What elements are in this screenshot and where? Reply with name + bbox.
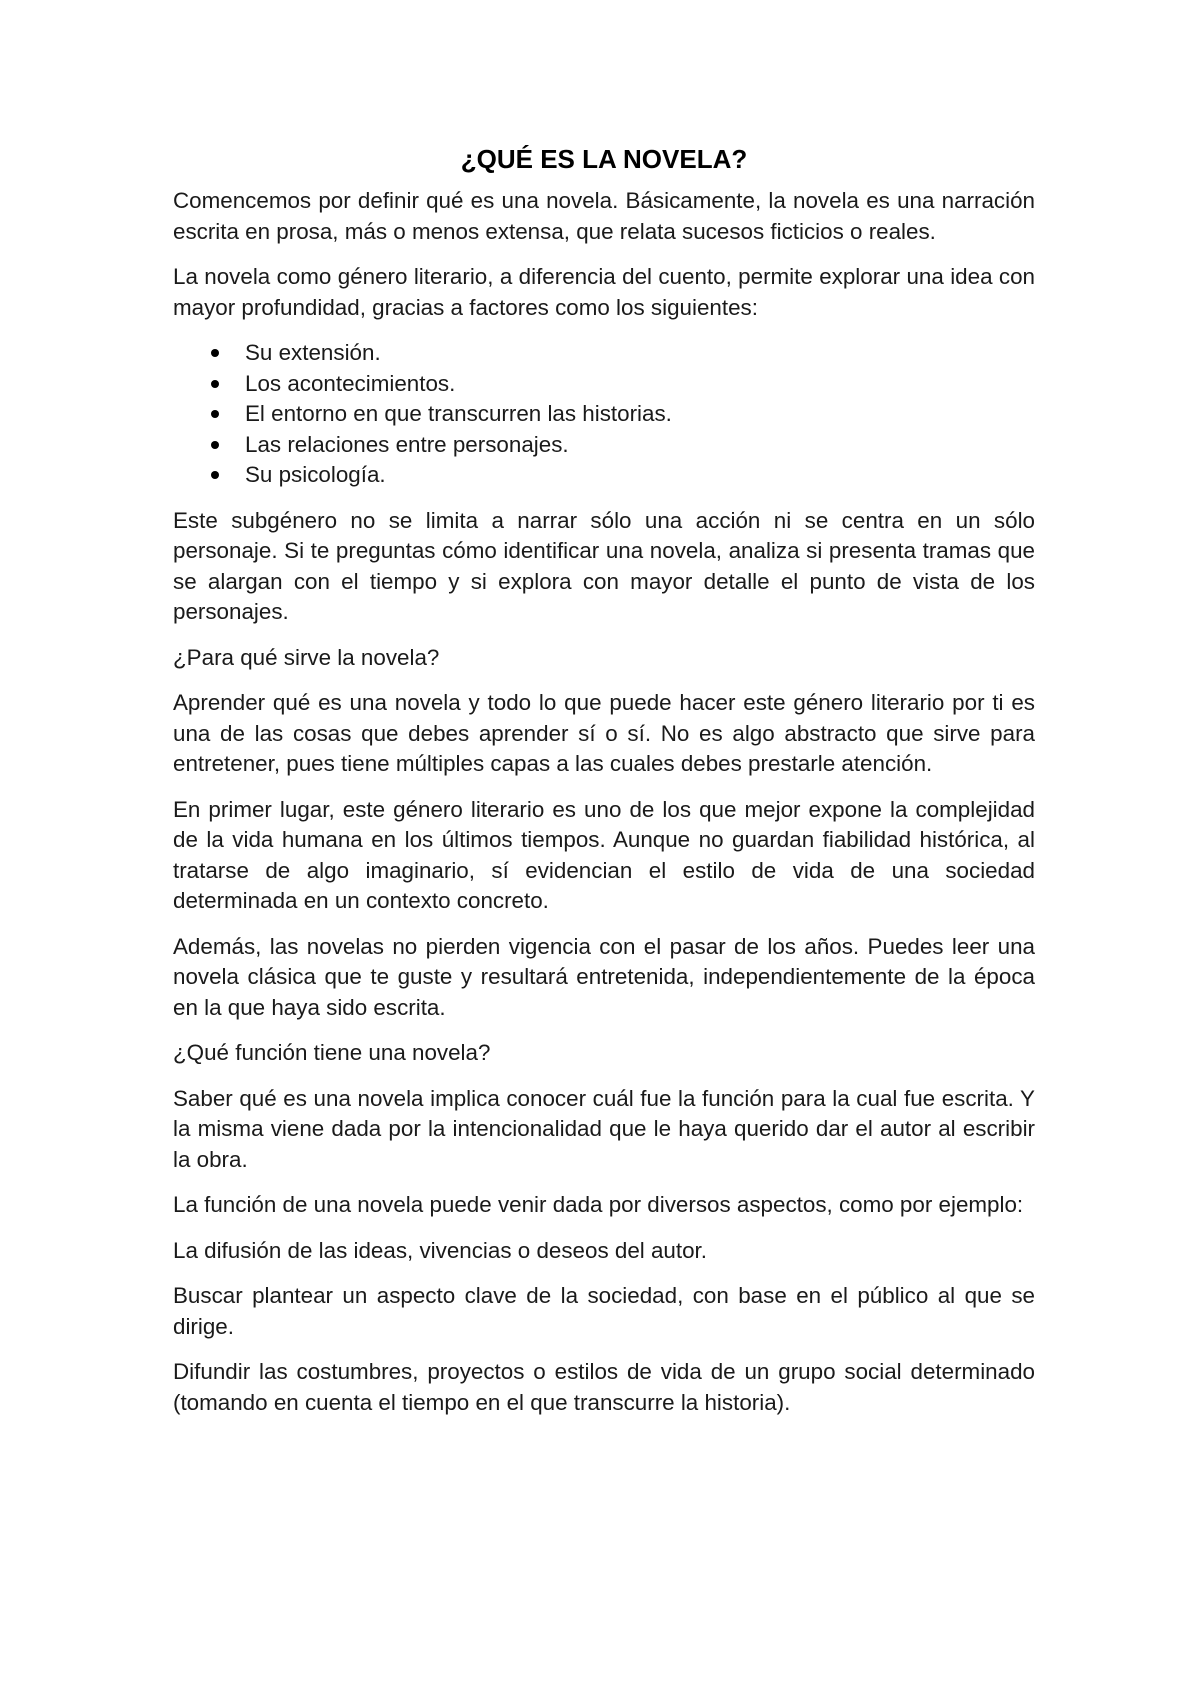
document-title: ¿QUÉ ES LA NOVELA? (460, 144, 748, 174)
heading-purpose: ¿Para qué sirve la novela? (173, 644, 440, 670)
bullet-icon (211, 441, 219, 449)
paragraph-function-1: Saber qué es una novela implica conocer cuál fue la función para la cual fue escrita. Y la misma viene dada por la intencionalidad que le haya querido dar el autor al escribir la obra. (173, 1085, 1035, 1172)
list-item (245, 338, 1035, 369)
list-item-text: El entorno en que transcurren las historias. (245, 401, 672, 426)
list-item-text: Los acontecimientos. (245, 370, 456, 396)
bullet-icon (211, 410, 219, 418)
paragraph-function-2: La función de una novela puede venir dada por diversos aspectos, como por ejemplo: (173, 1192, 1024, 1217)
paragraph-purpose-3: Además, las novelas no pierden vigencia con el pasar de los años. Puedes leer una novela clásica que te guste y resultará entretenida, independientemente de la época en la que haya sido escrita. (173, 933, 1035, 1020)
list-item-text: Su extensión. (245, 340, 381, 365)
paragraph-purpose-1: Aprender qué es una novela y todo lo que puede hacer este género literario por ti es una de las cosas que debes aprender sí o sí. No es algo abstracto que sirve para entretener, pues tiene múltiples capas a las cuales debes prestarle atención. (173, 690, 1035, 776)
paragraph-genre: La novela como género literario, a diferencia del cuento, permite explorar una idea con mayor profundidad, gracias a factores como los siguientes: (173, 264, 1035, 320)
list-item (245, 399, 1035, 430)
list-item-text: Las relaciones entre personajes. (245, 431, 569, 457)
list-item (245, 369, 1035, 400)
factors-list (173, 338, 1035, 491)
heading-function: ¿Qué función tiene una novela? (173, 1040, 491, 1065)
paragraph-function-5: Difundir las costumbres, proyectos o estilos de vida de un grupo social determinado (tomando en cuenta el tiempo en el que transcurre la historia). (173, 1359, 1035, 1415)
list-item (245, 430, 1035, 461)
bullet-icon (211, 471, 219, 479)
list-item (245, 460, 1035, 491)
paragraph-function-4: Buscar plantear un aspecto clave de la sociedad, con base en el público al que se dirige. (173, 1283, 1035, 1339)
paragraph-function-3: La difusión de las ideas, vivencias o deseos del autor. (173, 1237, 707, 1263)
document-body (173, 143, 1035, 1433)
list-item-text: Su psicología. (245, 462, 386, 487)
paragraph-purpose-2: En primer lugar, este género literario es uno de los que mejor expone la complejidad de la vida humana en los últimos tiempos. Aunque no guardan fiabilidad histórica, al tratarse de algo imaginario, sí evidencian el estilo de vida de una sociedad determinada en un contexto concreto. (173, 796, 1035, 913)
paragraph-subgenre: Este subgénero no se limita a narrar sólo una acción ni se centra en un sólo personaje. Si te preguntas cómo identificar una novela, analiza si presenta tramas que se alargan con el tiempo y si explora con mayor detalle el punto de vista de los personajes. (173, 507, 1035, 624)
bullet-icon (211, 349, 219, 357)
bullet-icon (211, 380, 219, 388)
paragraph-definition: Comencemos por definir qué es una novela. Básicamente, la novela es una narración escrita en prosa, más o menos extensa, que relata sucesos ficticios o reales. (173, 188, 1035, 244)
